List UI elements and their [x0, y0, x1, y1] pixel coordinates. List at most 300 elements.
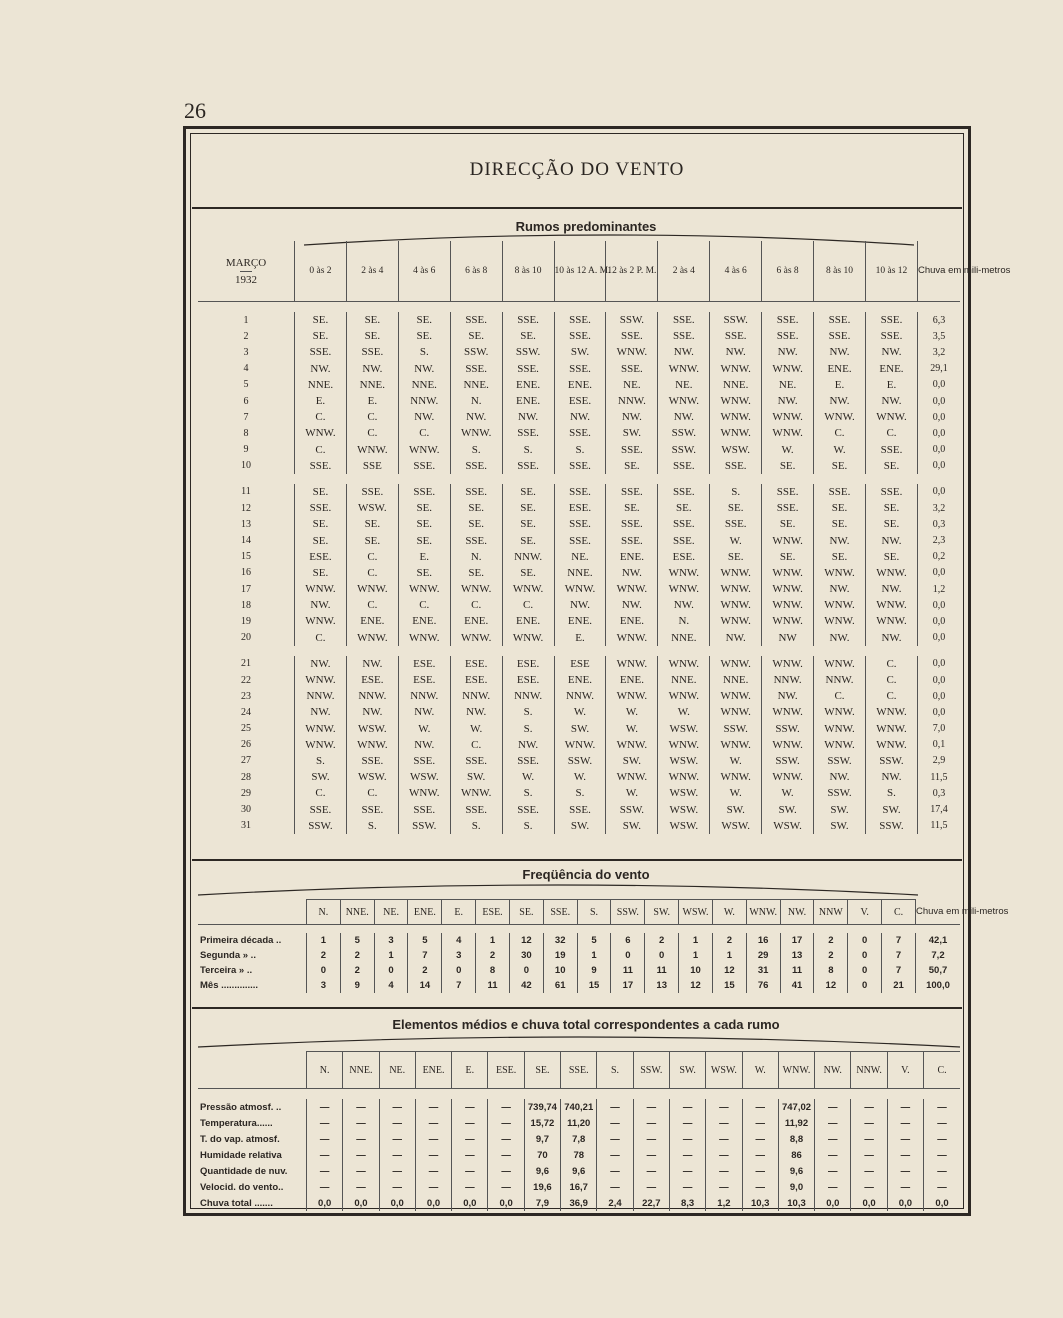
brace-arc [198, 883, 918, 897]
wind-direction-cell: SSE. [502, 753, 554, 769]
element-cell: — [887, 1147, 923, 1163]
wind-direction-cell: SW. [554, 721, 606, 737]
element-cell: — [742, 1099, 778, 1115]
wind-direction-cell: SE. [606, 500, 658, 516]
wind-direction-cell: SE. [814, 458, 866, 474]
wind-direction-cell: NW. [814, 344, 866, 360]
wind-direction-cell: WNW. [346, 442, 398, 458]
wind-direction-cell: SE. [295, 516, 347, 532]
wind-direction-cell: NNW. [814, 672, 866, 688]
wind-direction-cell: NNE. [658, 630, 710, 646]
day-row [198, 630, 960, 646]
element-cell: 0,0 [307, 1195, 343, 1211]
frequency-cell: 19 [543, 948, 577, 963]
wind-direction-cell: SSE. [865, 484, 917, 500]
rain-header: Chuva em mili-metros [918, 241, 961, 302]
spacer-cell [198, 474, 960, 484]
day-number: 15 [241, 551, 251, 563]
column-header: SSW. [611, 900, 645, 925]
wind-direction-cell: SSW. [762, 753, 814, 769]
column-header: SSE. [543, 900, 577, 925]
rain-cell: 2,9 [918, 753, 961, 769]
wind-direction-cell: WNW. [606, 688, 658, 704]
wind-direction-cell: NW. [865, 581, 917, 597]
wind-direction-cell: NNE. [398, 377, 450, 393]
frequency-cell: 1 [679, 933, 713, 948]
element-cell: 0,0 [452, 1195, 488, 1211]
wind-direction-cell: SSE. [554, 361, 606, 377]
element-cell: — [597, 1099, 633, 1115]
column-header: 2 às 4 [346, 241, 398, 302]
frequency-cell: 5 [340, 933, 374, 948]
section-heading-frequencia: Freqüência do vento [522, 867, 650, 882]
element-cell: — [924, 1179, 960, 1195]
column-header: N. [307, 900, 341, 925]
wind-direction-cell: NW. [398, 737, 450, 753]
element-cell: — [815, 1131, 851, 1147]
element-cell: — [343, 1179, 379, 1195]
column-header: NNE. [343, 1052, 379, 1089]
wind-direction-cell: WNW. [762, 656, 814, 672]
month-label: MARÇO [225, 256, 267, 269]
element-cell: — [924, 1147, 960, 1163]
wind-direction-cell: SSE. [450, 312, 502, 328]
element-cell: — [669, 1147, 705, 1163]
day-number: 14 [241, 535, 251, 547]
wind-direction-cell: W. [606, 785, 658, 801]
wind-direction-cell: NW. [658, 597, 710, 613]
rain-cell: 0,0 [918, 393, 961, 409]
element-cell: — [633, 1115, 669, 1131]
wind-direction-cell: NNE. [295, 377, 347, 393]
wind-direction-cell: SSE. [762, 312, 814, 328]
rumos-table [198, 241, 1011, 834]
wind-direction-cell: WNW. [865, 597, 917, 613]
wind-direction-cell: SSE. [554, 328, 606, 344]
element-cell: — [669, 1131, 705, 1147]
wind-direction-cell: W. [502, 769, 554, 785]
frequency-row [198, 948, 960, 963]
wind-direction-cell: SSE. [554, 484, 606, 500]
wind-direction-cell: NW. [710, 630, 762, 646]
wind-direction-cell: NW. [762, 344, 814, 360]
row-label: Humidade relativa [200, 1149, 282, 1161]
day-row [198, 516, 960, 532]
column-header: WNW. [746, 900, 780, 925]
wind-direction-cell: SSE [346, 458, 398, 474]
wind-direction-cell: WNW. [814, 737, 866, 753]
column-header: C. [882, 900, 916, 925]
element-cell: — [488, 1115, 524, 1131]
wind-direction-cell: SE. [814, 549, 866, 565]
day-row [198, 565, 960, 581]
element-row [198, 1147, 960, 1163]
wind-direction-cell: SE. [295, 484, 347, 500]
column-header: V. [848, 900, 882, 925]
element-cell: 0,0 [887, 1195, 923, 1211]
wind-direction-cell: WNW. [295, 581, 347, 597]
wind-direction-cell: WNW. [710, 361, 762, 377]
element-cell: 0,0 [815, 1195, 851, 1211]
section-heading-elementos: Elementos médios e chuva total correspondentes a cada rumo [392, 1017, 780, 1032]
element-cell: — [742, 1115, 778, 1131]
element-cell: — [452, 1131, 488, 1147]
frequency-cell: 17 [611, 978, 645, 993]
element-cell: — [669, 1115, 705, 1131]
wind-direction-cell: WNW. [658, 769, 710, 785]
wind-direction-cell: ENE. [502, 393, 554, 409]
wind-direction-cell: NW. [502, 737, 554, 753]
wind-direction-cell: ENE. [346, 613, 398, 629]
wind-direction-cell: S. [450, 442, 502, 458]
spacer-row [198, 925, 960, 934]
wind-direction-cell: WNW. [658, 581, 710, 597]
wind-direction-cell: SSE. [658, 532, 710, 548]
wind-direction-cell: S. [554, 442, 606, 458]
element-cell: — [307, 1131, 343, 1147]
wind-direction-cell: WNW. [398, 581, 450, 597]
frequency-cell: 7 [408, 948, 442, 963]
element-cell: — [851, 1163, 887, 1179]
wind-direction-cell: S. [554, 785, 606, 801]
wind-direction-cell: SSE. [502, 458, 554, 474]
element-cell: — [924, 1099, 960, 1115]
wind-direction-cell: SW. [710, 801, 762, 817]
element-cell: — [742, 1179, 778, 1195]
wind-direction-cell: C. [295, 785, 347, 801]
frequency-cell: 3 [442, 948, 476, 963]
frequency-cell: 0 [645, 948, 679, 963]
column-header: N. [307, 1052, 343, 1089]
element-cell: — [887, 1131, 923, 1147]
row-label: Terceira » .. [200, 965, 253, 976]
day-number: 30 [241, 804, 251, 816]
frequency-cell: 4 [374, 978, 408, 993]
column-header: 2 às 4 [658, 241, 710, 302]
wind-direction-cell: C. [450, 737, 502, 753]
wind-direction-cell: SE. [606, 458, 658, 474]
day-number: 16 [241, 567, 251, 579]
element-cell: — [597, 1179, 633, 1195]
wind-direction-cell: ENE. [606, 549, 658, 565]
day-number: 4 [243, 363, 249, 375]
element-cell: — [633, 1099, 669, 1115]
wind-direction-cell: WNW. [710, 393, 762, 409]
wind-direction-cell: WNW. [554, 581, 606, 597]
wind-direction-cell: S. [865, 785, 917, 801]
rain-cell: 0,0 [918, 688, 961, 704]
frequencia-body [198, 925, 960, 994]
frequency-cell: 2 [307, 948, 341, 963]
rain-cell: 0,0 [918, 458, 961, 474]
brace-arc [198, 1035, 960, 1049]
wind-direction-cell: WNW. [762, 361, 814, 377]
day-row [198, 442, 960, 458]
column-header: C. [924, 1052, 960, 1089]
wind-direction-cell: SE. [450, 565, 502, 581]
wind-direction-cell: SSE. [710, 458, 762, 474]
wind-direction-cell: E. [814, 377, 866, 393]
day-row [198, 532, 960, 548]
wind-direction-cell: ENE. [554, 613, 606, 629]
day-number: 29 [241, 787, 251, 799]
month-header [198, 241, 295, 302]
element-cell: — [307, 1099, 343, 1115]
wind-direction-cell: WSW. [346, 769, 398, 785]
column-header: W. [712, 900, 746, 925]
wind-direction-cell: WNW. [710, 425, 762, 441]
frequency-cell: 12 [679, 978, 713, 993]
wind-direction-cell: W. [554, 704, 606, 720]
wind-direction-cell: SE. [398, 532, 450, 548]
wind-direction-cell: SSW. [658, 442, 710, 458]
wind-direction-cell: NNW. [346, 688, 398, 704]
frequency-cell: 3 [307, 978, 341, 993]
wind-direction-cell: NW. [295, 361, 347, 377]
wind-direction-cell: NW. [814, 581, 866, 597]
wind-direction-cell: WNW. [762, 613, 814, 629]
wind-direction-cell: NW. [606, 565, 658, 581]
element-cell: — [742, 1163, 778, 1179]
frequency-cell: 4 [442, 933, 476, 948]
wind-direction-cell: NW. [762, 393, 814, 409]
wind-direction-cell: WSW. [658, 818, 710, 834]
day-number: 8 [243, 427, 249, 439]
rain-cell: 0,3 [918, 516, 961, 532]
frequency-cell: 0 [848, 963, 882, 978]
wind-direction-cell: SSE. [606, 361, 658, 377]
page-title: DIRECÇÃO DO VENTO [469, 159, 685, 180]
wind-direction-cell: WNW. [762, 425, 814, 441]
frequency-row [198, 963, 960, 978]
wind-direction-cell: NW. [295, 704, 347, 720]
wind-direction-cell: WNW. [295, 721, 347, 737]
wind-direction-cell: ENE. [554, 672, 606, 688]
frequency-cell: 11 [476, 978, 510, 993]
element-cell: — [379, 1179, 415, 1195]
wind-direction-cell: WNW. [710, 613, 762, 629]
frequency-cell: 7 [442, 978, 476, 993]
wind-direction-cell: SSE. [606, 532, 658, 548]
frequency-cell: 15 [577, 978, 611, 993]
day-row [198, 737, 960, 753]
wind-direction-cell: WNW. [710, 688, 762, 704]
page-number: 26 [184, 98, 206, 123]
wind-direction-cell: C. [398, 425, 450, 441]
wind-direction-cell: ESE. [295, 549, 347, 565]
wind-direction-cell: SSW. [295, 818, 347, 834]
row-label: Velocid. do vento.. [200, 1181, 284, 1193]
element-row [198, 1195, 960, 1211]
wind-direction-cell: SSE. [346, 753, 398, 769]
frequency-cell: 9 [577, 963, 611, 978]
element-cell: — [851, 1131, 887, 1147]
element-cell: — [887, 1115, 923, 1131]
wind-direction-cell: W. [398, 721, 450, 737]
wind-direction-cell: SSE. [450, 361, 502, 377]
wind-direction-cell: SSW. [814, 753, 866, 769]
element-cell: — [815, 1115, 851, 1131]
wind-direction-cell: SSE. [814, 328, 866, 344]
rain-cell: 3,5 [918, 328, 961, 344]
column-header: SW. [645, 900, 679, 925]
wind-direction-cell: SE. [295, 328, 347, 344]
frequency-cell: 1 [374, 948, 408, 963]
wind-direction-cell: WNW. [814, 565, 866, 581]
wind-direction-cell: S. [398, 344, 450, 360]
wind-direction-cell: ESE. [502, 672, 554, 688]
wind-direction-cell: SE. [710, 549, 762, 565]
rain-header: Chuva em mili-metros [916, 900, 961, 925]
wind-direction-cell: WNW. [814, 597, 866, 613]
column-header: 8 às 10 [502, 241, 554, 302]
wind-direction-cell: SSE. [502, 425, 554, 441]
wind-direction-cell: SSE. [710, 516, 762, 532]
element-cell: 19,6 [524, 1179, 560, 1195]
row-label: Primeira década .. [200, 935, 282, 946]
frequency-cell: 1 [577, 948, 611, 963]
day-number: 13 [241, 518, 251, 530]
element-cell: — [633, 1163, 669, 1179]
element-cell: — [488, 1099, 524, 1115]
day-row [198, 549, 960, 565]
wind-direction-cell: SW. [865, 801, 917, 817]
wind-direction-cell: ESE. [398, 656, 450, 672]
frequency-cell: 2 [340, 948, 374, 963]
wind-direction-cell: SSE. [762, 500, 814, 516]
wind-direction-cell: WSW. [346, 500, 398, 516]
wind-direction-cell: WNW. [346, 737, 398, 753]
frequency-cell: 2 [645, 933, 679, 948]
element-cell: — [452, 1147, 488, 1163]
frequency-cell: 3 [374, 933, 408, 948]
wind-direction-cell: SSE. [554, 312, 606, 328]
wind-direction-cell: C. [295, 409, 347, 425]
element-cell: 0,0 [488, 1195, 524, 1211]
frequency-cell: 2 [408, 963, 442, 978]
rain-cell: 0,0 [918, 442, 961, 458]
day-number: 24 [241, 706, 251, 718]
rain-cell: 0,0 [918, 484, 961, 500]
wind-direction-cell: SE. [398, 328, 450, 344]
wind-direction-cell: WNW. [606, 769, 658, 785]
column-header: ESE. [488, 1052, 524, 1089]
day-row [198, 613, 960, 629]
element-cell: — [415, 1179, 451, 1195]
decade-gap-row [198, 474, 960, 484]
wind-direction-cell: C. [295, 630, 347, 646]
rain-cell: 0,0 [918, 613, 961, 629]
column-header: NNW [814, 900, 848, 925]
frequency-cell: 1 [307, 933, 341, 948]
wind-direction-cell: W. [554, 769, 606, 785]
frequency-cell: 17 [780, 933, 814, 948]
frequency-cell: 8 [476, 963, 510, 978]
day-row [198, 769, 960, 785]
column-header: SW. [669, 1052, 705, 1089]
wind-direction-cell: SE. [450, 500, 502, 516]
rain-cell: 0,2 [918, 549, 961, 565]
wind-direction-cell: C. [346, 565, 398, 581]
rain-cell: 0,0 [918, 630, 961, 646]
element-cell: 10,3 [778, 1195, 814, 1211]
column-header: SE. [524, 1052, 560, 1089]
wind-direction-cell: SSE. [450, 801, 502, 817]
rain-cell: 50,7 [916, 963, 961, 978]
wind-direction-cell: SE. [762, 458, 814, 474]
wind-direction-cell: SSE. [450, 484, 502, 500]
wind-direction-cell: SSE. [450, 532, 502, 548]
element-cell: — [633, 1179, 669, 1195]
frequency-cell: 11 [645, 963, 679, 978]
wind-direction-cell: C. [346, 409, 398, 425]
wind-direction-cell: C. [814, 425, 866, 441]
day-number: 11 [241, 486, 251, 498]
frequency-row [198, 978, 960, 993]
element-cell: — [379, 1115, 415, 1131]
divider [192, 1007, 962, 1009]
frequency-cell: 1 [476, 933, 510, 948]
wind-direction-cell: NW. [658, 409, 710, 425]
wind-direction-cell: WNW. [295, 672, 347, 688]
wind-direction-cell: NNW. [606, 393, 658, 409]
day-number: 2 [243, 330, 249, 342]
wind-direction-cell: ENE. [502, 613, 554, 629]
wind-direction-cell: NW. [346, 361, 398, 377]
day-row [198, 688, 960, 704]
frequency-cell: 61 [543, 978, 577, 993]
element-cell: — [706, 1099, 742, 1115]
wind-direction-cell: SW. [606, 753, 658, 769]
elementos-header-row [198, 1052, 960, 1089]
wind-direction-cell: SE. [502, 484, 554, 500]
element-cell: — [597, 1131, 633, 1147]
wind-direction-cell: WNW. [865, 409, 917, 425]
wind-direction-cell: NNW. [762, 672, 814, 688]
column-header: WNW. [778, 1052, 814, 1089]
element-cell: — [742, 1131, 778, 1147]
frequency-cell: 0 [509, 963, 543, 978]
day-number: 9 [243, 444, 249, 456]
wind-direction-cell: SSE. [295, 458, 347, 474]
wind-direction-cell: N. [658, 613, 710, 629]
column-header: WSW. [706, 1052, 742, 1089]
element-cell: — [307, 1115, 343, 1131]
wind-direction-cell: SSE. [295, 344, 347, 360]
element-cell: — [633, 1147, 669, 1163]
spacer-row [198, 302, 960, 313]
element-cell: 9,6 [778, 1163, 814, 1179]
element-cell: — [669, 1099, 705, 1115]
wind-direction-cell: NNW. [554, 688, 606, 704]
wind-direction-cell: WNW. [762, 704, 814, 720]
frequency-cell: 41 [780, 978, 814, 993]
wind-direction-cell: WNW. [865, 613, 917, 629]
wind-direction-cell: SSE. [346, 801, 398, 817]
wind-direction-cell: ENE. [865, 361, 917, 377]
wind-direction-cell: NW. [865, 630, 917, 646]
wind-direction-cell: NW. [398, 409, 450, 425]
wind-direction-cell: S. [346, 818, 398, 834]
wind-direction-cell: W. [606, 704, 658, 720]
wind-direction-cell: S. [502, 442, 554, 458]
wind-direction-cell: ESE [554, 656, 606, 672]
element-cell: — [379, 1131, 415, 1147]
wind-direction-cell: ENE. [554, 377, 606, 393]
day-row [198, 818, 960, 834]
wind-direction-cell: SSE. [346, 484, 398, 500]
wind-direction-cell: NNE. [658, 672, 710, 688]
